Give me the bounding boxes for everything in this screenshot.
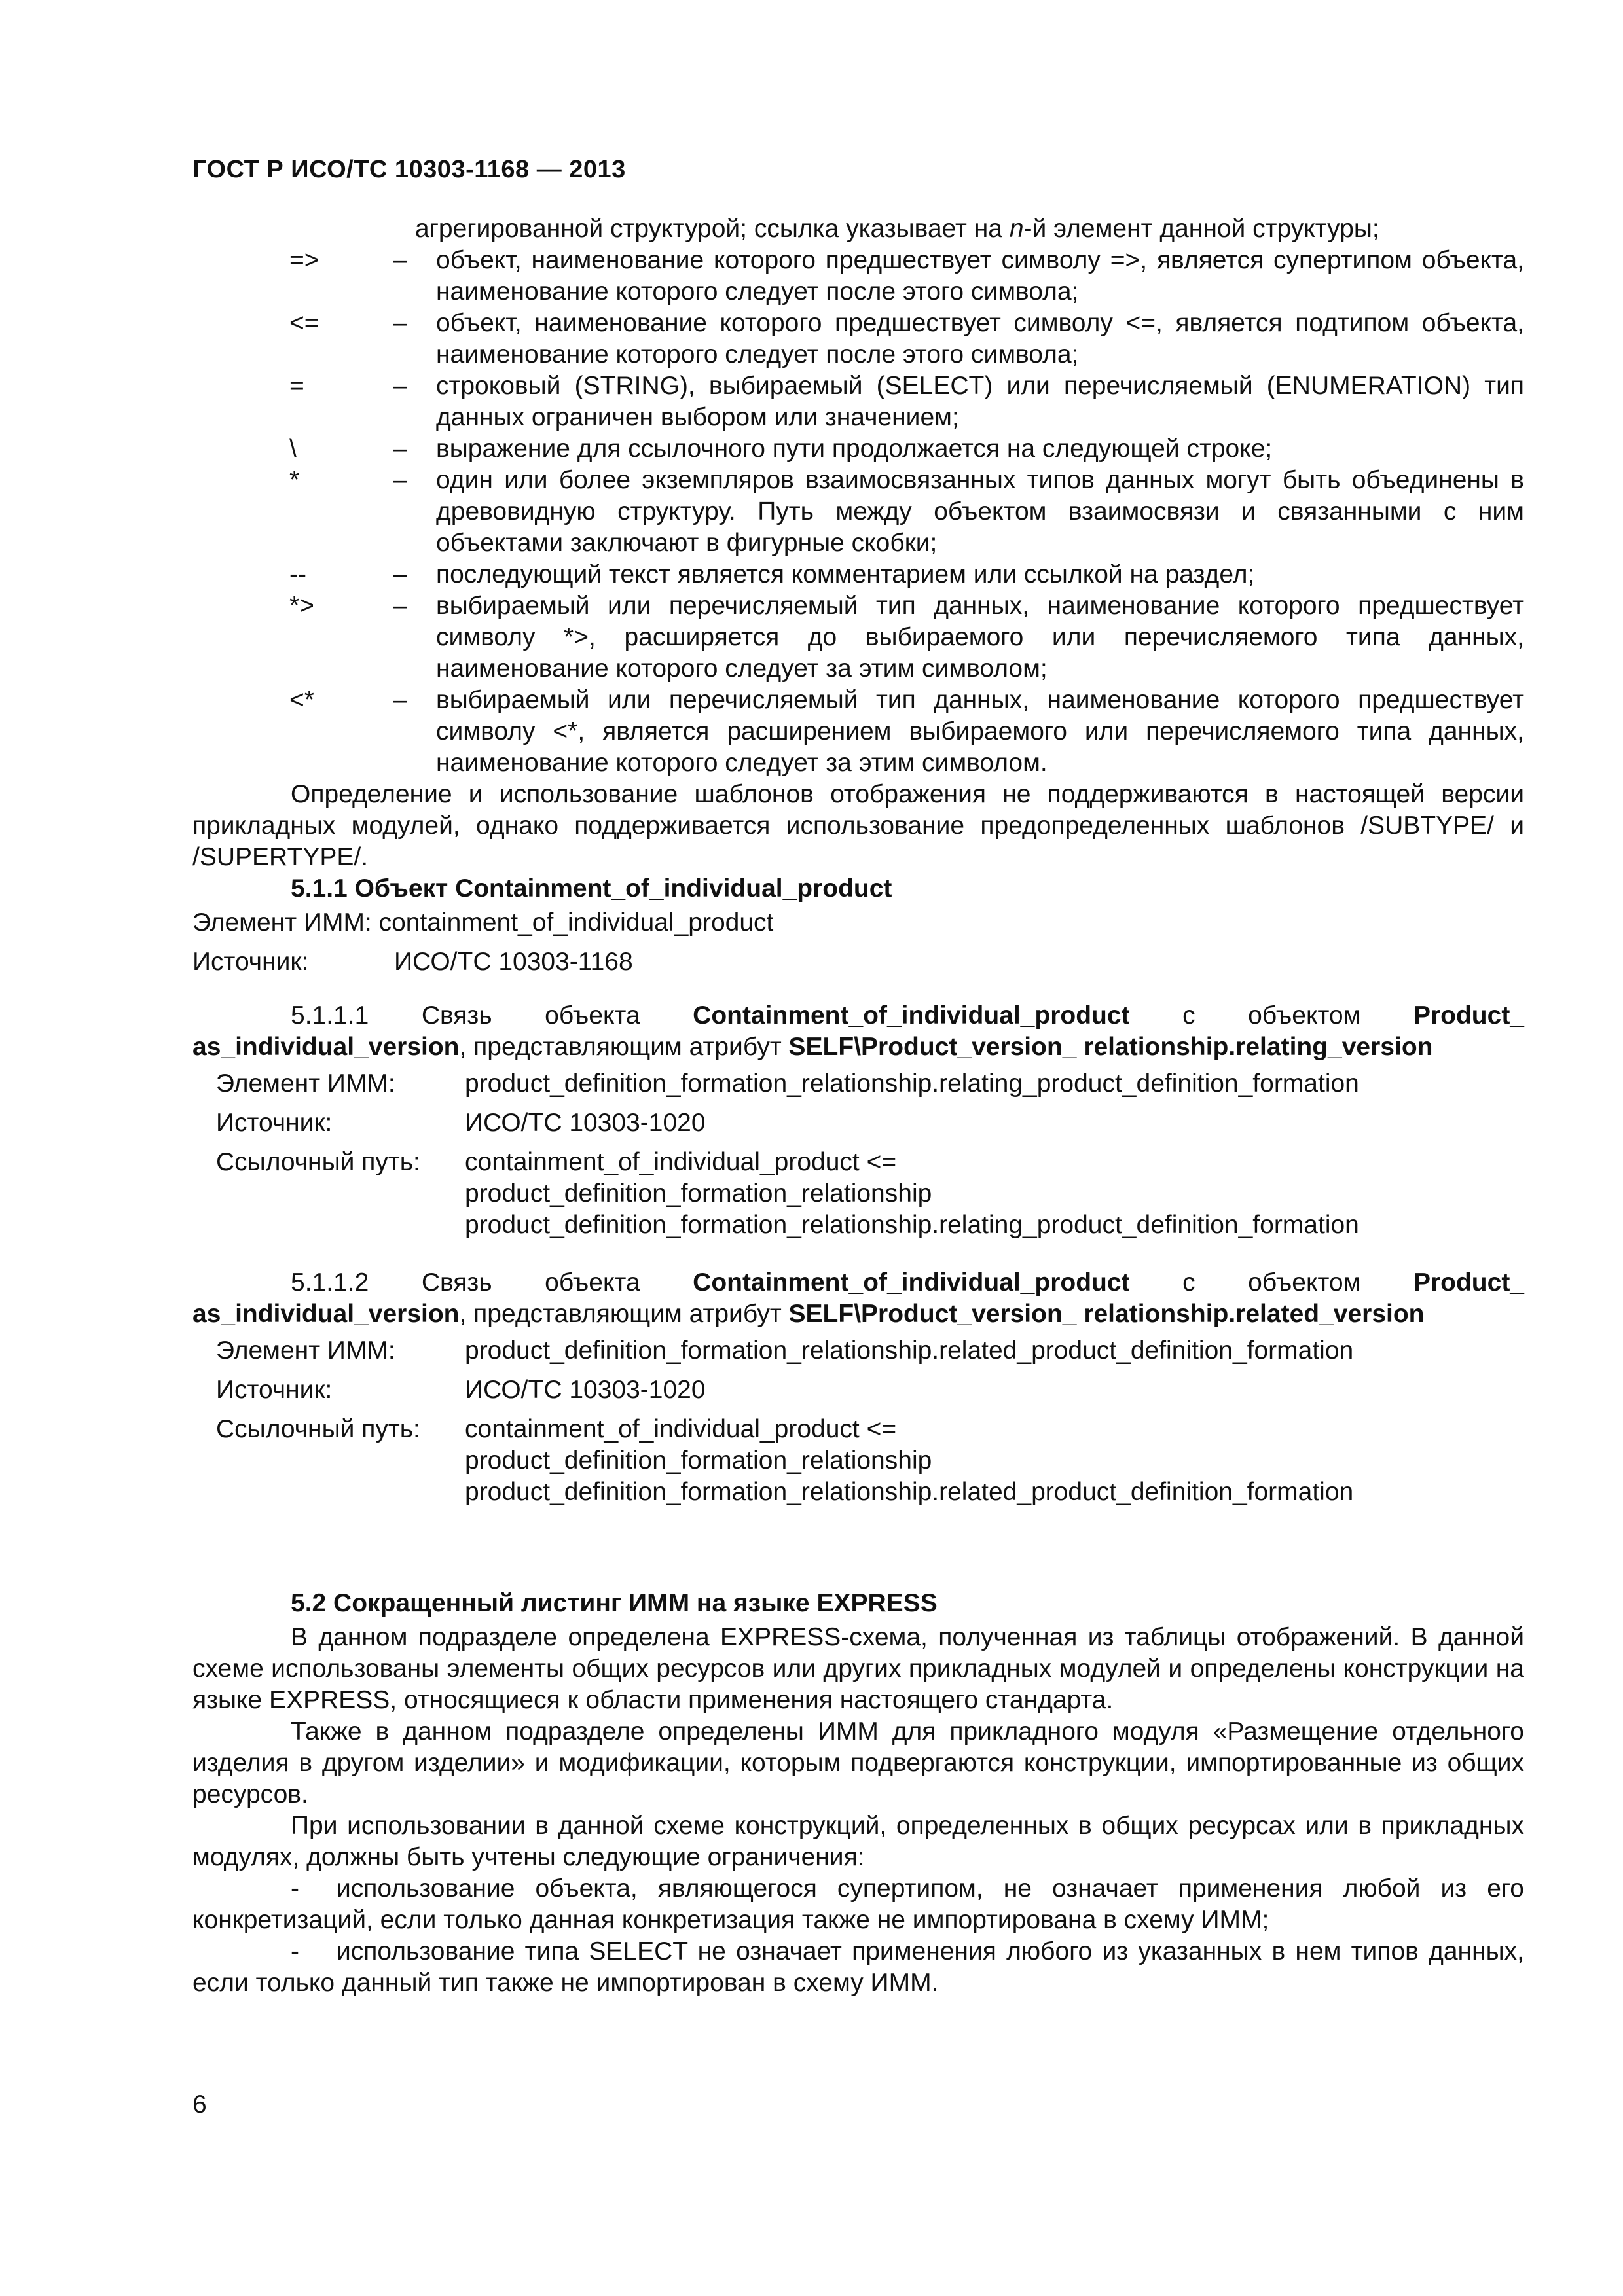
s5111-table	[192, 1068, 1524, 1241]
symbol-item	[192, 559, 1524, 590]
mapping-value	[465, 1374, 1524, 1406]
symbol-description: последующий текст является комментарием или ссылкой на раздел;	[436, 560, 1255, 588]
mapping-value-line: product_definition_formation_relationship.relating_product_definition_formation	[465, 1069, 1359, 1098]
symbol-item	[192, 245, 1524, 308]
mapping-value-line: product_definition_formation_relationship	[465, 1446, 932, 1475]
symbol-description: объект, наименование которого предшествует символу =>, является супертипом объекта, наименование которого следует после этого символа;	[436, 246, 1524, 306]
symbol-dash: –	[393, 592, 407, 620]
mapping-key: Ссылочный путь:	[216, 1148, 420, 1176]
symbol-description: выбираемый или перечисляемый тип данных, наименование которого предшествует символу <*, является расширением выбираемого или перечисляемого типа данных, наименование которого следует за этим символом.	[436, 686, 1524, 777]
symbol-dash: –	[393, 372, 407, 400]
symbol-item	[192, 465, 1524, 559]
symbol-lead-text: агрегированной структурой; ссылка указывает на n-й элемент данной структуры;	[415, 215, 1379, 243]
mapping-value-line: product_definition_formation_relationship.relating_product_definition_formation	[465, 1211, 1359, 1239]
symbol-glyph: *>	[289, 592, 314, 620]
mapping-key: Элемент ИММ:	[216, 1336, 395, 1365]
s52-paragraph-3: При использовании в данной схеме конструкций, определенных в общих ресурсах или в прикладных модулях, должны быть учтены следующие ограничения:	[192, 1812, 1524, 1871]
symbol-dash: –	[393, 686, 407, 714]
symbol-dash: –	[393, 435, 407, 463]
symbol-glyph: =>	[289, 246, 319, 274]
mapping-value-line: product_definition_formation_relationship	[465, 1179, 932, 1208]
symbol-item	[192, 590, 1524, 685]
symbol-dash: –	[393, 246, 407, 274]
page-header: ГОСТ Р ИСО/ТС 10303-1168 — 2013	[192, 156, 626, 183]
mapping-value-line: product_definition_formation_relationship.related_product_definition_formation	[465, 1336, 1354, 1365]
symbol-dash: –	[393, 560, 407, 588]
mapping-row	[192, 1335, 1524, 1367]
mapping-value	[465, 1414, 1524, 1508]
symbol-glyph: --	[289, 560, 306, 588]
s5112-table	[192, 1335, 1524, 1508]
mapping-key: Элемент ИММ:	[216, 1069, 395, 1098]
s511-source-label: Источник:	[192, 948, 309, 976]
page-number: 6	[192, 2090, 207, 2119]
symbol-glyph: \	[289, 435, 297, 463]
s511-source-value: ИСО/ТС 10303-1168	[394, 948, 633, 976]
s52-paragraph-1: В данном подразделе определена EXPRESS-схема, полученная из таблицы отображений. В данной схеме использованы элементы общих ресурсов или других прикладных модулей и определены конструкции на языке EXPRESS, относящиеся к области применения настоящего стандарта.	[192, 1623, 1524, 1714]
symbol-dash: –	[393, 309, 407, 337]
mapping-value-line: containment_of_individual_product <=	[465, 1148, 897, 1176]
s511-source	[192, 946, 1524, 978]
bullet-marker: -	[291, 1874, 299, 1903]
section-5-1-1-heading: 5.1.1 Объект Containment_of_individual_product	[291, 874, 892, 903]
symbol-item	[192, 370, 1524, 433]
symbol-glyph: =	[289, 372, 304, 400]
symbol-description: объект, наименование которого предшествует символу <=, является подтипом объекта, наименование которого следует после этого символа;	[436, 309, 1524, 368]
mapping-row	[192, 1107, 1524, 1139]
s52-bullet-2: - использование типа SELECT не означает применения любого из указанных в нем типов данных, если только данный тип также не импортирован в схему ИММ.	[192, 1937, 1524, 1997]
symbol-list	[192, 245, 1524, 779]
symbol-item	[192, 433, 1524, 465]
mapping-row	[192, 1068, 1524, 1100]
mapping-value	[465, 1335, 1524, 1367]
section-5-1-1-2-heading: 5.1.1.2 Связь объекта Containment_of_individual_product с объектом Product_ as_individual_version, представляющим атрибут SELF\Product_version_ relationship.related_version	[192, 1268, 1524, 1328]
mapping-value	[465, 1107, 1524, 1139]
s511-element: Элемент ИММ: containment_of_individual_product	[192, 908, 774, 937]
mapping-row	[192, 1147, 1524, 1241]
section-5-1-1-1-heading: 5.1.1.1 Связь объекта Containment_of_individual_product с объектом Product_ as_individual_version, представляющим атрибут SELF\Product_version_ relationship.relating_version	[192, 1001, 1524, 1061]
mapping-key: Ссылочный путь:	[216, 1415, 420, 1443]
page-content	[192, 213, 1524, 1999]
symbol-description: один или более экземпляров взаимосвязанных типов данных могут быть объединены в древовидную структуру. Путь между объектом взаимосвязи и связанными с ним объектами заключают в фигурные скобки;	[436, 466, 1524, 557]
mapping-key: Источник:	[216, 1376, 333, 1404]
symbol-item	[192, 308, 1524, 370]
mapping-value-line: ИСО/ТС 10303-1020	[465, 1109, 706, 1137]
mapping-value	[465, 1147, 1524, 1241]
symbol-description: выбираемый или перечисляемый тип данных, наименование которого предшествует символу *>, расширяется до выбираемого или перечисляемого типа данных, наименование которого следует за этим символом;	[436, 592, 1524, 683]
mapping-value	[465, 1068, 1524, 1100]
s52-bullet-1: - использование объекта, являющегося супертипом, не означает применения любой из его конкретизаций, если только данная конкретизация также не импортирована в схему ИММ;	[192, 1874, 1524, 1934]
mapping-row	[192, 1374, 1524, 1406]
symbol-description: выражение для ссылочного пути продолжается на следующей строке;	[436, 435, 1273, 463]
s52-paragraph-2: Также в данном подразделе определены ИММ для прикладного модуля «Размещение отдельного изделия в другом изделии» и модификации, которым подвергаются конструкции, импортированные из общих ресурсов.	[192, 1717, 1524, 1808]
symbol-glyph: <*	[289, 686, 314, 714]
mapping-row	[192, 1414, 1524, 1508]
mapping-value-line: containment_of_individual_product <=	[465, 1415, 897, 1443]
section-5-2-heading: 5.2 Сокращенный листинг ИММ на языке EXPRESS	[291, 1589, 938, 1617]
templates-paragraph: Определение и использование шаблонов отображения не поддерживаются в настоящей версии прикладных модулей, однако поддерживается использование предопределенных шаблонов /SUBTYPE/ и /SUPERTYPE/.	[192, 780, 1524, 871]
bullet-marker: -	[291, 1937, 299, 1965]
symbol-description: строковый (STRING), выбираемый (SELECT) или перечисляемый (ENUMERATION) тип данных ограничен выбором или значением;	[436, 372, 1524, 431]
mapping-key: Источник:	[216, 1109, 333, 1137]
mapping-value-line: product_definition_formation_relationship.related_product_definition_formation	[465, 1478, 1354, 1506]
symbol-glyph: *	[289, 466, 300, 494]
symbol-dash: –	[393, 466, 407, 494]
symbol-glyph: <=	[289, 309, 319, 337]
mapping-value-line: ИСО/ТС 10303-1020	[465, 1376, 706, 1404]
symbol-item	[192, 685, 1524, 779]
